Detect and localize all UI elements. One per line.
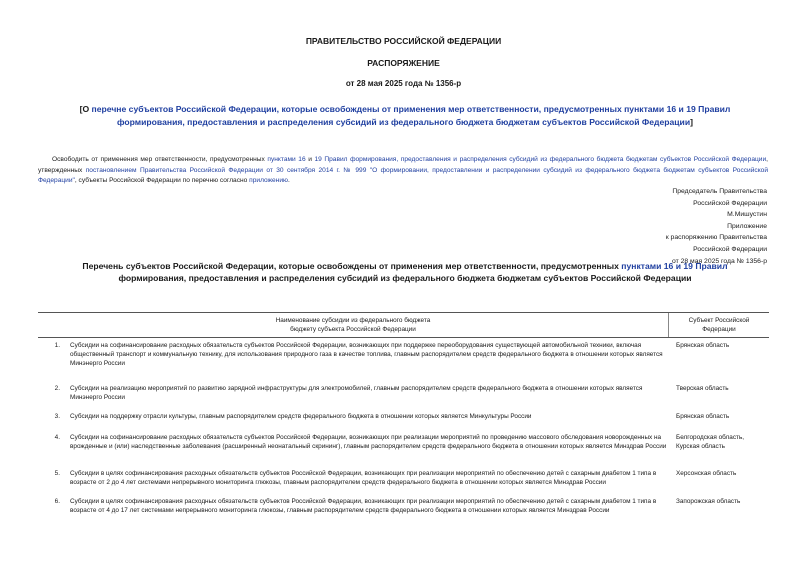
column-header-name-line-2: бюджету субъекта Российской Федерации (290, 326, 416, 333)
body-text-1: Освободить от применения мер ответственности, предусмотренных (52, 156, 268, 163)
table-row (38, 341, 769, 374)
link-appendix[interactable]: приложению (249, 177, 288, 184)
body-text-5: . (287, 177, 290, 184)
row-subject: Брянская область (676, 413, 730, 420)
table-row (38, 384, 769, 402)
appendix-date: от 28 мая 2025 года № 1356-р (671, 257, 767, 265)
row-subject: Белгородская область, Курская область (676, 434, 745, 450)
row-subject: Запорожская область (676, 498, 741, 505)
document-type: РАСПОРЯЖЕНИЕ (367, 58, 440, 68)
row-subject: Тверская область (676, 385, 729, 392)
column-header-subject-line-1: Субъект Российской (688, 317, 750, 324)
row-subsidy-text: Субсидии на реализацию мероприятий по развитию зарядной инфраструктуры для электромобилей, главным распорядителем средств федерального бюджета в отношении которых является Минэнерго России (70, 385, 643, 401)
link-point-19-rules[interactable]: 19 Правил формирования, предоставления и распределения субсидий из федерального бюджета бюджетам субъектов Российской Федерации (314, 156, 767, 163)
row-subsidy-text: Субсидии на софинансирование расходных обязательств субъектов Российской Федерации, возникающих при поддержке переоборудования существующей автомобильной техники, включая общественный транспорт и коммунальную технику, для использования природного газа в качестве топлива, главным распорядителем средств федерального бюджета в отношении которых является Минэнерго России (70, 342, 663, 367)
subsidy-table (38, 312, 769, 515)
list-title-link[interactable]: пунктами 16 и 19 Правил (621, 261, 728, 271)
row-number: 3. (54, 413, 60, 420)
document-date-number: от 28 мая 2025 года № 1356-р (345, 79, 462, 88)
signer-role-1: Председатель Правительства (672, 188, 767, 195)
table-row (38, 469, 769, 487)
table-row (38, 497, 769, 515)
row-number: 5. (54, 470, 60, 477)
row-number: 6. (54, 498, 60, 505)
list-title-text-2: формирования, предоставления и распределения субсидий из федерального бюджета бюджетам субъектов Российской Федерации (118, 273, 692, 283)
column-header-subject-line-2: Федерации (702, 326, 736, 333)
row-subject: Брянская область (676, 342, 730, 349)
subject-close-bracket: ] (690, 117, 693, 127)
table-header (38, 312, 769, 338)
row-subsidy-text: Субсидии на софинансирование расходных обязательств субъектов Российской Федерации, возникающих при реализации мероприятий по проведению массового обследования новорожденных на врожденные и (или) наследственные заболевания (расширенный неонатальный скрининг), главным распорядителем средств федерального бюджета в отношении которых является Минздрав России (70, 434, 667, 450)
subject-text-2[interactable]: формирования, предоставления и распределения субсидий из федерального бюджета бюджетам субъектов Российской Федерации (117, 117, 691, 127)
row-number: 4. (54, 434, 60, 441)
order-paragraph (38, 155, 768, 187)
list-title-text-1: Перечень субъектов Российской Федерации, которые освобождены от применения мер ответственности, предусмотренных (82, 261, 622, 271)
row-subsidy-text: Субсидии в целях софинансирования расходных обязательств субъектов Российской Федерации, возникающих при реализации мероприятий по обеспечению детей с сахарным диабетом 1 типа в возрасте от 4 до 17 лет системами непрерывного мониторинга глюкозы, главным распорядителем средств федерального бюджета в отношении которых является Минздрав России (70, 498, 657, 514)
subject-link-rules[interactable]: пунктами 16 и 19 Правил (624, 104, 731, 114)
table-row (38, 433, 769, 460)
body-text-2: и (305, 156, 315, 163)
link-resolution-999[interactable]: постановлением Правительства Российской Федерации от 30 сентября 2014 г. № 999 "О формировании, предоставлении и распределении субсидий из федерального бюджета бюджетам субъектов Российской Федерации" (38, 166, 769, 184)
subject-text-1[interactable]: перечне субъектов Российской Федерации, которые освобождены от применения мер ответственности, предусмотренных (91, 104, 625, 114)
row-number: 1. (54, 342, 60, 349)
signature-block (567, 186, 767, 267)
government-title: ПРАВИТЕЛЬСТВО РОССИЙСКОЙ ФЕДЕРАЦИИ (305, 36, 502, 46)
column-header-subsidy-name (38, 313, 669, 337)
body-text-4: , субъекты Российской Федерации по перечню согласно (74, 177, 250, 184)
appendix-to-1: к распоряжению Правительства (665, 234, 767, 242)
appendix-to-2: Российской Федерации (693, 245, 767, 253)
list-title (60, 260, 750, 284)
column-header-name-line-1: Наименование субсидии из федерального бюджета (275, 317, 431, 324)
row-subject: Херсонская область (676, 470, 737, 477)
row-number: 2. (54, 385, 60, 392)
body-text-3: , утвержденных (38, 156, 768, 174)
link-point-16[interactable]: пунктами 16 (267, 156, 306, 163)
row-subsidy-text: Субсидии на поддержку отрасли культуры, главным распорядителем средств федерального бюджета в отношении которых является Минкультуры России (70, 413, 532, 420)
subject-open-bracket: [О (79, 104, 92, 114)
table-row (38, 412, 769, 421)
column-header-subject (669, 316, 769, 334)
signer-name: М.Мишустин (727, 211, 767, 219)
document-subject (60, 103, 750, 129)
appendix-label: Приложение (727, 222, 767, 230)
signer-role-2: Российской Федерации (693, 199, 767, 207)
row-subsidy-text: Субсидии в целях софинансирования расходных обязательств субъектов Российской Федерации, возникающих при реализации мероприятий по обеспечению детей с сахарным диабетом 1 типа в возрасте от 2 до 4 лет системами непрерывного мониторинга глюкозы, главным распорядителем средств федерального бюджета в отношении которых является Минздрав России (70, 470, 657, 486)
